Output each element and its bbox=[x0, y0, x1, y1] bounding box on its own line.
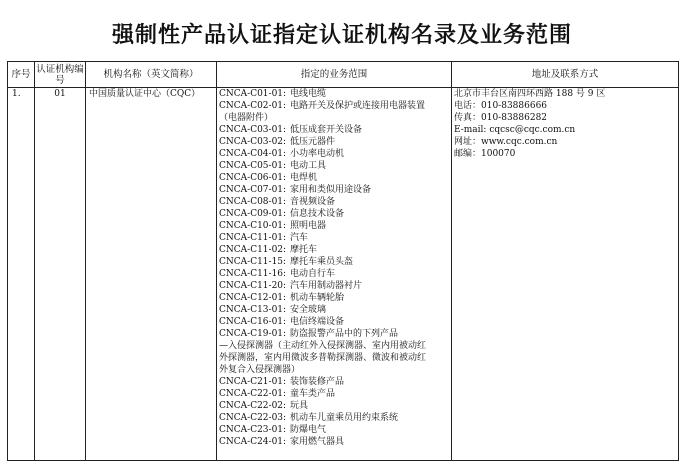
scope-code: CNCA-C03-01: bbox=[219, 125, 287, 135]
cell-index: 1. bbox=[8, 88, 35, 461]
scope-text: 电信终端设备 bbox=[290, 317, 345, 327]
cell-address bbox=[452, 88, 679, 461]
address-line: 传真：010-83886282 bbox=[454, 113, 548, 123]
scope-item bbox=[219, 208, 451, 220]
scope-text: 外复合入侵探测器） bbox=[219, 365, 301, 375]
scope-item bbox=[219, 400, 451, 412]
scope-item bbox=[219, 304, 451, 316]
scope-code: CNCA-C24-01: bbox=[219, 437, 287, 447]
scope-code: CNCA-C01-01: bbox=[219, 89, 287, 99]
scope-item bbox=[219, 256, 451, 268]
scope-text: 电路开关及保护或连接用电器装置 bbox=[290, 101, 426, 111]
header-org: 机构名称（英文简称） bbox=[86, 62, 217, 88]
scope-code: CNCA-C12-01: bbox=[219, 293, 287, 303]
scope-text: 防盗报警产品中的下列产品 bbox=[290, 329, 399, 339]
scope-item bbox=[219, 196, 451, 208]
scope-list bbox=[219, 88, 451, 448]
scope-code: CNCA-C09-01: bbox=[219, 209, 287, 219]
scope-item bbox=[219, 424, 451, 436]
table-row bbox=[8, 88, 679, 461]
address-line: 北京市丰台区南四环西路 188 号 9 区 bbox=[454, 89, 606, 99]
scope-text: 音视频设备 bbox=[290, 197, 336, 207]
scope-code: CNCA-C10-01: bbox=[219, 221, 287, 231]
scope-text: 防爆电气 bbox=[290, 425, 327, 435]
scope-code: CNCA-C04-01: bbox=[219, 149, 287, 159]
scope-text: 摩托车 bbox=[290, 245, 318, 255]
scope-text: 汽车 bbox=[290, 233, 309, 243]
scope-item bbox=[219, 340, 451, 352]
scope-item bbox=[219, 328, 451, 340]
scope-text: —入侵探测器（主动红外入侵探测器、室内用被动红 bbox=[219, 341, 427, 351]
scope-item bbox=[219, 232, 451, 244]
scope-text: 照明电器 bbox=[290, 221, 327, 231]
cell-code: 01 bbox=[35, 88, 86, 461]
scope-item bbox=[219, 436, 451, 448]
scope-text: 安全玻璃 bbox=[290, 305, 327, 315]
header-address: 地址及联系方式 bbox=[452, 62, 679, 88]
scope-text: 汽车用制动器衬片 bbox=[290, 281, 363, 291]
scope-item bbox=[219, 244, 451, 256]
scope-item bbox=[219, 388, 451, 400]
scope-item bbox=[219, 160, 451, 172]
scope-item bbox=[219, 172, 451, 184]
scope-text: 家用燃气器具 bbox=[290, 437, 345, 447]
scope-item bbox=[219, 352, 451, 364]
scope-text: 机动车儿童乘员用约束系统 bbox=[290, 413, 399, 423]
scope-item bbox=[219, 316, 451, 328]
scope-item bbox=[219, 124, 451, 136]
scope-code: CNCA-C11-01: bbox=[219, 233, 287, 243]
scope-item bbox=[219, 88, 451, 100]
address-list bbox=[454, 88, 678, 160]
certification-table bbox=[7, 61, 679, 461]
scope-text: 机动车辆轮胎 bbox=[290, 293, 345, 303]
scope-item bbox=[219, 376, 451, 388]
scope-item bbox=[219, 364, 451, 376]
scope-text: 低压成套开关设备 bbox=[290, 125, 363, 135]
scope-item bbox=[219, 184, 451, 196]
document-title: 强制性产品认证指定认证机构名录及业务范围 bbox=[111, 22, 572, 48]
scope-code: CNCA-C11-20: bbox=[219, 281, 287, 291]
address-line: 电话：010-83886666 bbox=[454, 101, 548, 111]
scope-text: （电器附件） bbox=[219, 113, 274, 123]
address-line: 网址：www.cqc.com.cn bbox=[454, 137, 558, 147]
scope-text: 童车类产品 bbox=[290, 389, 336, 399]
scope-text: 信息技术设备 bbox=[290, 209, 345, 219]
scope-item bbox=[219, 112, 451, 124]
scope-text: 外探测器，室内用微波多普勒探测器、微波和被动红 bbox=[219, 353, 427, 363]
scope-text: 小功率电动机 bbox=[290, 149, 345, 159]
cell-scope bbox=[217, 88, 452, 461]
scope-code: CNCA-C11-16: bbox=[219, 269, 287, 279]
header-code: 认证机构编号 bbox=[36, 63, 84, 86]
scope-item bbox=[219, 148, 451, 160]
scope-item bbox=[219, 268, 451, 280]
address-line: 邮编：100070 bbox=[454, 149, 516, 159]
scope-code: CNCA-C22-03: bbox=[219, 413, 287, 423]
scope-code: CNCA-C03-02: bbox=[219, 137, 287, 147]
table-header-row bbox=[8, 62, 679, 88]
scope-code: CNCA-C13-01: bbox=[219, 305, 287, 315]
scope-code: CNCA-C07-01: bbox=[219, 185, 287, 195]
scope-code: CNCA-C16-01: bbox=[219, 317, 287, 327]
scope-item bbox=[219, 220, 451, 232]
scope-code: CNCA-C23-01: bbox=[219, 425, 287, 435]
scope-code: CNCA-C02-01: bbox=[219, 101, 287, 111]
scope-code: CNCA-C06-01: bbox=[219, 173, 287, 183]
scope-text: 电动工具 bbox=[290, 161, 327, 171]
scope-text: 玩具 bbox=[290, 401, 309, 411]
scope-code: CNCA-C11-15: bbox=[219, 257, 287, 267]
scope-item bbox=[219, 136, 451, 148]
scope-code: CNCA-C05-01: bbox=[219, 161, 287, 171]
scope-text: 电线电缆 bbox=[290, 89, 327, 99]
scope-code: CNCA-C19-01: bbox=[219, 329, 287, 339]
header-index: 序号 bbox=[8, 62, 35, 88]
scope-code: CNCA-C22-02: bbox=[219, 401, 287, 411]
scope-text: 装饰装修产品 bbox=[290, 377, 345, 387]
scope-text: 摩托车乘员头盔 bbox=[290, 257, 354, 267]
address-line: E-mail: cqcsc@cqc.com.cn bbox=[454, 125, 576, 135]
scope-item bbox=[219, 280, 451, 292]
scope-text: 电动自行车 bbox=[290, 269, 336, 279]
scope-item bbox=[219, 412, 451, 424]
scope-text: 低压元器件 bbox=[290, 137, 336, 147]
scope-item bbox=[219, 100, 451, 112]
scope-code: CNCA-C08-01: bbox=[219, 197, 287, 207]
cell-org: 中国质量认证中心（CQC） bbox=[86, 88, 217, 461]
scope-text: 家用和类似用途设备 bbox=[290, 185, 372, 195]
scope-text: 电焊机 bbox=[290, 173, 318, 183]
header-scope: 指定的业务范围 bbox=[217, 62, 452, 88]
scope-code: CNCA-C21-01: bbox=[219, 377, 287, 387]
scope-item bbox=[219, 292, 451, 304]
scope-code: CNCA-C22-01: bbox=[219, 389, 287, 399]
scope-code: CNCA-C11-02: bbox=[219, 245, 287, 255]
